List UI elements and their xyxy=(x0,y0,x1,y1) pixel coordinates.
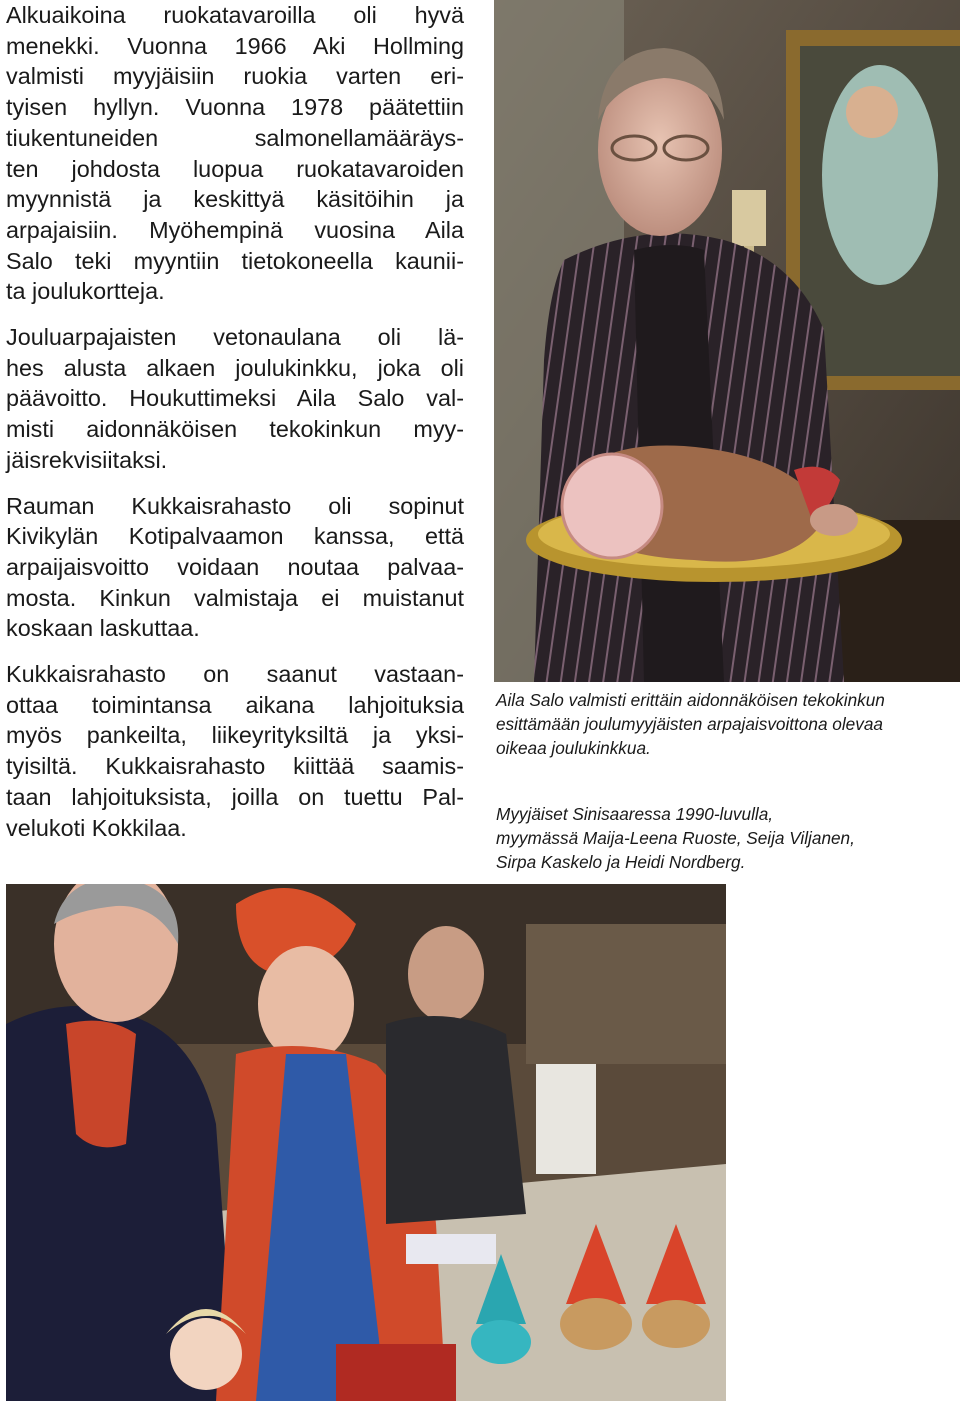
caption-line: Sirpa Kaskelo ja Heidi Nordberg. xyxy=(496,852,746,873)
text-line: koskaan laskuttaa. xyxy=(6,615,200,642)
text-line: arpaijaisvoitto voidaan noutaa palvaa- xyxy=(6,553,464,580)
text-line: ten johdosta luopua ruokatavaroiden xyxy=(6,155,464,182)
caption-line: oikeaa joulukinkkua. xyxy=(496,738,651,759)
text-line: menekki. Vuonna 1966 Aki Hollming xyxy=(6,32,464,59)
text-line: velukoti Kokkilaa. xyxy=(6,814,187,841)
ham-photo-caption xyxy=(496,688,885,761)
text-line: päävoitto. Houkuttimeksi Aila Salo val- xyxy=(6,385,464,412)
text-line: Rauman Kukkaisrahasto oli sopinut xyxy=(6,492,464,519)
caption-line: Aila Salo valmisti erittäin aidonnäköisen tekokinkun xyxy=(496,690,885,710)
ham-photo-illustration xyxy=(494,0,960,682)
fair-photo-caption xyxy=(496,802,855,875)
text-line: ottaa toimintansa aikana lahjoituksia xyxy=(6,691,464,718)
paragraph-1 xyxy=(6,0,464,307)
text-line: arpajaisiin. Myöhempinä vuosina Aila xyxy=(6,216,464,243)
paragraph-2 xyxy=(6,322,464,476)
text-line: Kivikylän Kotipalvaamon kanssa, että xyxy=(6,523,464,550)
caption-line: Myyjäiset Sinisaaressa 1990-luvulla, xyxy=(496,804,774,824)
text-line: Jouluarpajaisten vetonaulana oli lä- xyxy=(6,324,464,351)
text-line: valmisti myyjäisiin ruokia varten eri- xyxy=(6,63,464,90)
text-line: Kukkaisrahasto on saanut vastaan- xyxy=(6,661,464,688)
text-line: Alkuaikoina ruokatavaroilla oli hyvä xyxy=(6,2,464,28)
text-line: mosta. Kinkun valmistaja ei muistanut xyxy=(6,584,464,611)
paragraph-3 xyxy=(6,491,464,645)
text-line: Salo teki myyntiin tietokoneella kaunii- xyxy=(6,247,464,274)
text-line: taan lahjoituksista, joilla on tuettu Pal- xyxy=(6,783,464,810)
fair-photo-illustration xyxy=(6,884,726,1401)
article-column xyxy=(6,0,464,858)
text-line: tyisiltä. Kukkaisrahasto kiittää saamis- xyxy=(6,753,464,780)
paragraph-4 xyxy=(6,659,464,843)
text-line: misti aidonnäköisen tekokinkun myy- xyxy=(6,416,464,443)
text-line: ta joulukortteja. xyxy=(6,278,165,305)
caption-line: myymässä Maija-Leena Ruoste, Seija Viljanen, xyxy=(496,828,855,849)
text-line: hes alusta alkaen joulukinkku, joka oli xyxy=(6,354,464,381)
text-line: tiukentuneiden salmonellamääräys- xyxy=(6,124,464,151)
ham-photo xyxy=(494,0,960,682)
text-line: myynnistä ja keskittyä käsitöihin ja xyxy=(6,186,464,213)
text-line: tyisen hyllyn. Vuonna 1978 päätettiin xyxy=(6,94,464,121)
text-line: jäisrekvisiitaksi. xyxy=(6,446,168,473)
caption-line: esittämään joulumyyjäisten arpajaisvoittona olevaa xyxy=(496,714,883,735)
text-line: myös pankeilta, liikeyrityksiltä ja yksi- xyxy=(6,722,464,749)
fair-photo xyxy=(6,884,726,1401)
